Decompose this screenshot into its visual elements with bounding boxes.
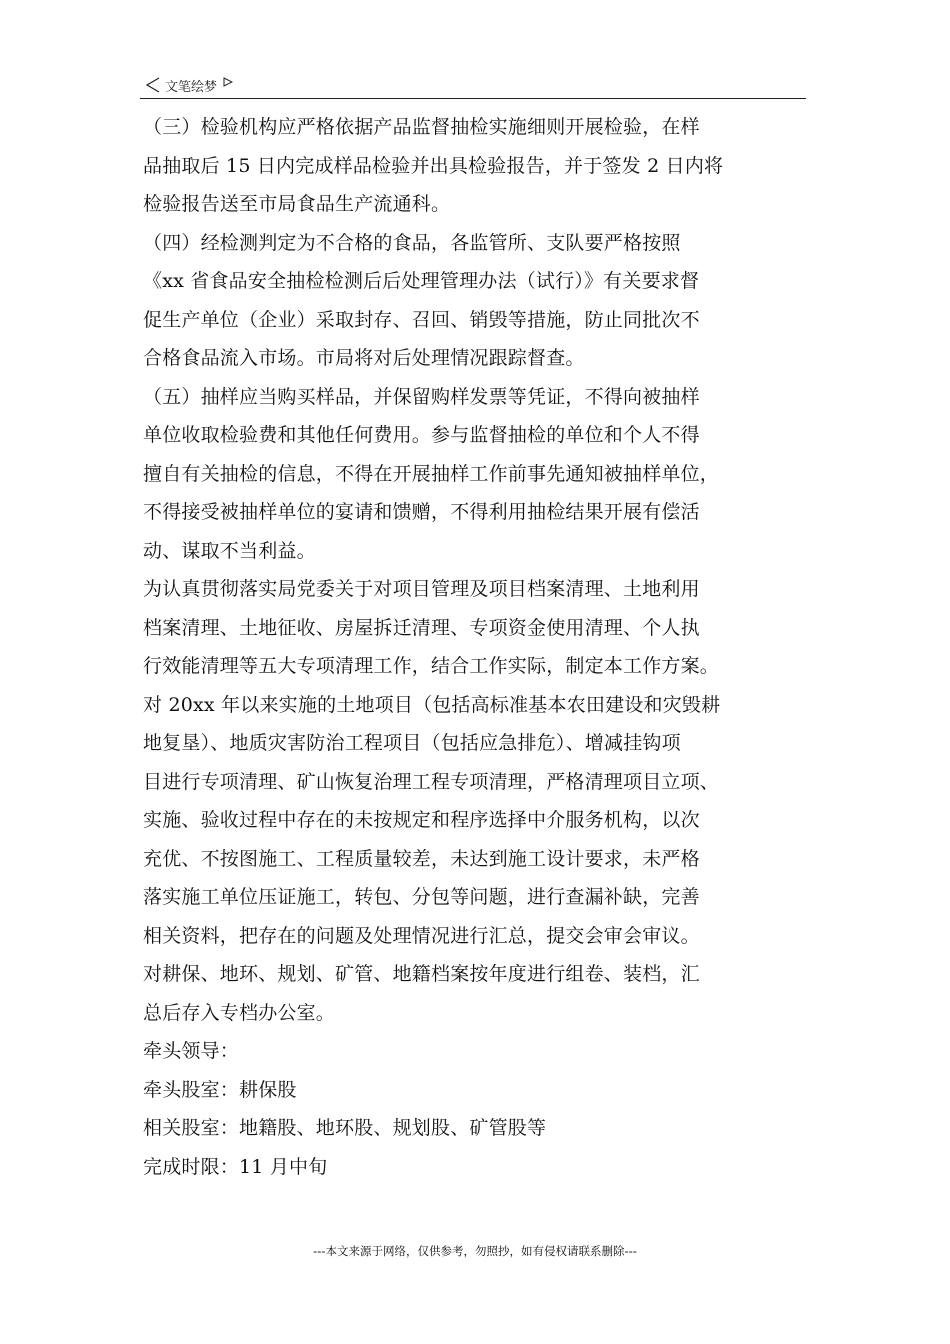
text-line: （三）检验机构应严格依据产品监督抽检实施细则开展检验，在样 <box>143 116 700 138</box>
text-line: 为认真贯彻落实局党委关于对项目管理及项目档案清理、土地利用 <box>143 578 700 600</box>
text-line: 合格食品流入市场。市局将对后处理情况跟踪督查。 <box>143 347 585 369</box>
text-line: 目进行专项清理、矿山恢复治理工程专项清理，严格清理项目立项、 <box>143 770 720 793</box>
footer-disclaimer: ---本文来源于网络，仅供参考，勿照抄，如有侵权请联系删除--- <box>313 1244 637 1258</box>
text-line: 充优、不按图施工、工程质量较差，未达到施工设计要求，未严格 <box>143 847 700 870</box>
right-triangle-icon <box>223 77 233 87</box>
text-line: 对耕保、地环、规划、矿管、地籍档案按年度进行组卷、装档，汇 <box>143 963 700 985</box>
header-divider <box>140 98 806 99</box>
text-line: 档案清理、土地征收、房屋拆迁清理、专项资金使用清理、个人执 <box>143 616 700 639</box>
text-line: 地复垦）、地质灾害防治工程项目（包括应急排危）、增减挂钩项 <box>143 732 681 754</box>
page-header <box>145 72 233 98</box>
text-line: 检验报告送至市局食品生产流通科。 <box>143 193 451 215</box>
left-triangle-icon <box>145 77 161 93</box>
text-line: 牵头领导： <box>143 1040 240 1062</box>
text-line: 《xx 省食品安全抽检检测后后处理管理办法（试行）》有关要求督 <box>143 270 700 292</box>
text-line: 总后存入专档办公室。 <box>143 1001 336 1024</box>
text-line: 品抽取后 15 日内完成样品检验并出具检验报告，并于签发 2 日内将 <box>143 154 724 177</box>
text-line: （五）抽样应当购买样品，并保留购样发票等凭证，不得向被抽样 <box>143 385 700 408</box>
text-line: 牵头股室：耕保股 <box>143 1078 297 1101</box>
text-line: 动、谋取不当利益。 <box>143 539 316 562</box>
text-line: 促生产单位（企业）采取封存、召回、销毁等措施，防止同批次不 <box>143 308 700 331</box>
text-line: 对 20xx 年以来实施的土地项目（包括高标准基本农田建设和灾毁耕 <box>143 693 721 716</box>
text-line: 擅自有关抽检的信息，不得在开展抽样工作前事先通知被抽样单位， <box>143 462 720 485</box>
document-body <box>143 108 811 1186</box>
text-line: 相关股室：地籍股、地环股、规划股、矿管股等 <box>143 1117 547 1139</box>
text-line: 不得接受被抽样单位的宴请和馈赠，不得利用抽检结果开展有偿活 <box>143 501 700 523</box>
text-line: 实施、验收过程中存在的未按规定和程序选择中介服务机构，以次 <box>143 809 700 831</box>
text-line: 行效能清理等五大专项清理工作，结合工作实际，制定本工作方案。 <box>143 655 720 677</box>
header-title: 文笔绘梦 <box>165 79 218 95</box>
text-line: 落实施工单位压证施工，转包、分包等问题，进行查漏补缺，完善 <box>143 886 700 908</box>
text-line: 单位收取检验费和其他任何费用。参与监督抽检的单位和个人不得 <box>143 424 700 446</box>
text-line: 完成时限：11 月中旬 <box>143 1155 328 1178</box>
text-line: 相关资料，把存在的问题及处理情况进行汇总，提交会审会审议。 <box>143 924 700 947</box>
text-line: （四）经检测判定为不合格的食品，各监管所、支队要严格按照 <box>143 231 681 254</box>
